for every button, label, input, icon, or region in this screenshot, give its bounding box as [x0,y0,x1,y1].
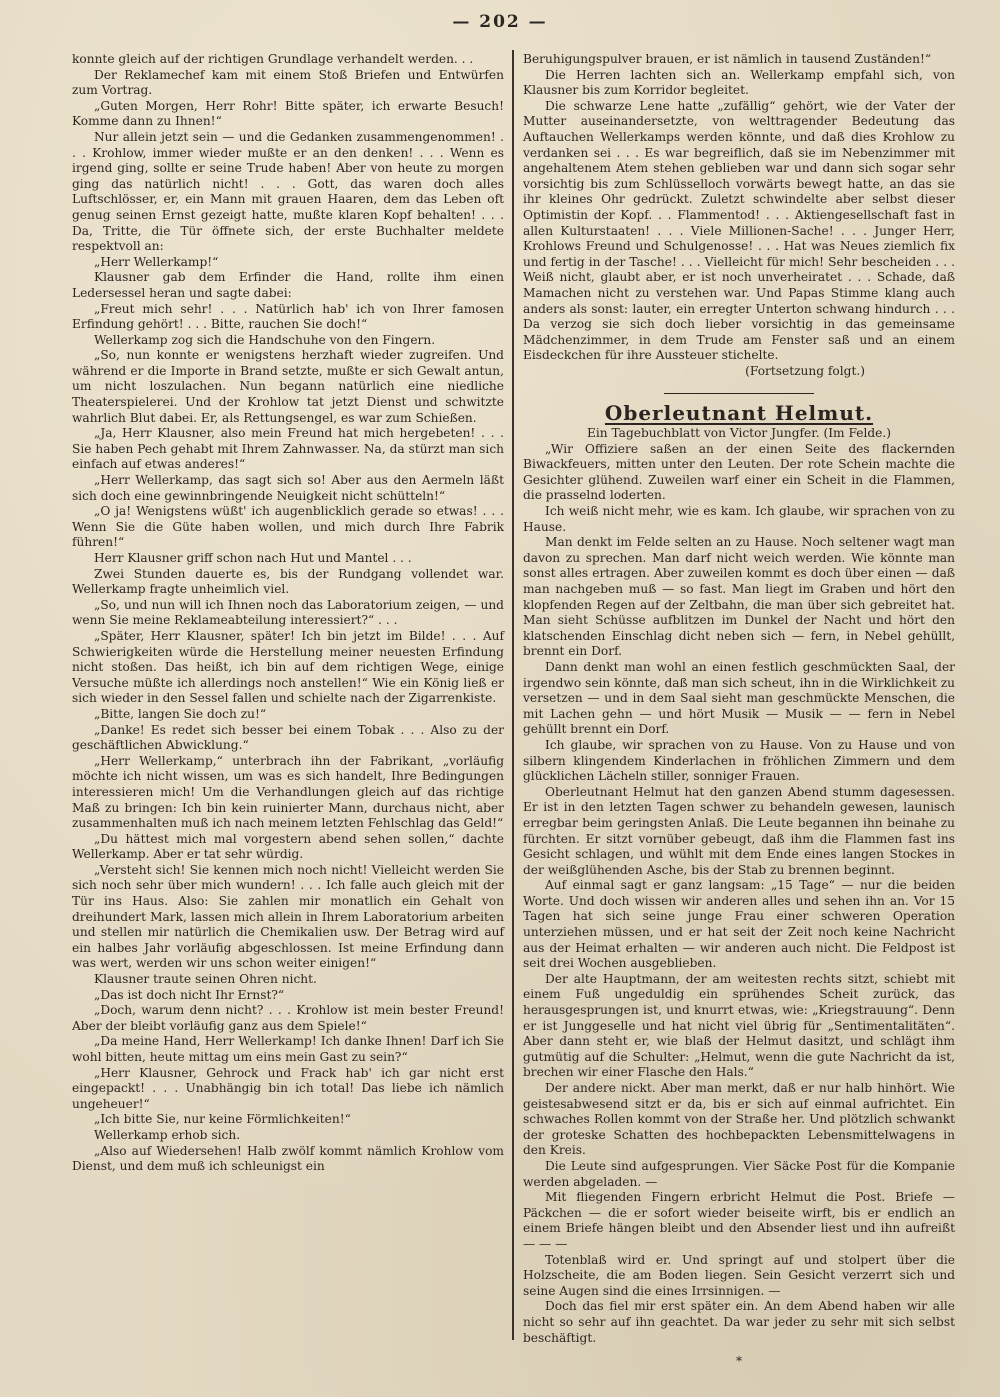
paragraph: Ich weiß nicht mehr, wie es kam. Ich glaube, wir sprachen von zu Hause. [523,504,955,534]
right-column [523,52,955,1370]
paragraph: „Herr Klausner, Gehrock und Frack hab' ich gar nicht erst eingepackt! . . . Unabhängig bin ich total! Das liebe ich nämlich ungeheuer!“ [72,1065,504,1111]
paragraph: Doch das fiel mir erst später ein. An dem Abend haben wir alle nicht so sehr auf ihn geachtet. Da war jeder zu sehr mit sich selbst beschäftigt. [523,1299,955,1345]
page-number: — 202 — [452,12,548,32]
paragraph: „Also auf Wiedersehen! Halb zwölf kommt nämlich Krohlow vom Dienst, und dem muß ich schleunigst ein [72,1143,504,1174]
paragraph: konnte gleich auf der richtigen Grundlage verhandelt werden. . . [72,52,474,66]
paragraph: „Später, Herr Klausner, später! Ich bin jetzt im Bilde! . . . Auf Schwierigkeiten würde die Herstellung meiner neuesten Erfindung nicht stoßen. Das heißt, ich bin auf dem richtigen Wege, einige Versuche müßte ich allerdings noch anstellen!“ Wie ein König ließ er sich wieder in den Sessel fallen und schielte nach der Zigarrenkiste. [72,628,504,706]
paragraph: „Freut mich sehr! . . . Natürlich hab' ich von Ihrer famosen Erfindung gehört! . . . Bitte, rauchen Sie doch!“ [72,301,504,332]
paragraph: Auf einmal sagt er ganz langsam: „15 Tage“ — nur die beiden Worte. Und doch wissen wir anderen alles und sehen ihn an. Vor 15 Tagen hat sich seine junge Frau einer schweren Operation unterziehen müssen, und er hat seit der Zeit noch keine Nachricht aus der Heimat erhalten — wir anderen auch nicht. Die Feldpost ist seit drei Wochen ausgeblieben. [523,878,955,971]
paragraph: Der andere nickt. Aber man merkt, daß er nur halb hinhört. Wie geistesabwesend sitzt er da, bis er sich auf einmal aufrichtet. Ein schwaches Rollen kommt von der Straße her. Und plötzlich schwankt der groteske Schatten des hochbepackten Lebensmittelwagens in den Kreis. [523,1081,955,1158]
paragraph: „Versteht sich! Sie kennen mich noch nicht! Vielleicht werden Sie sich noch sehr über mich wundern! . . . Ich falle auch gleich mit der Tür ins Haus. Also: Sie zahlen mir monatlich ein Gehalt von dreihundert Mark, lassen mich allein in Ihrem Laboratorium arbeiten und stellen mir natürlich die Chemikalien usw. Der Betrag wird auf ein halbes Jahr vorläufig abgeschlossen. Ist meine Erfindung dann was wert, werden wir uns schon weiter einigen!“ [72,862,504,971]
paragraph: „So, nun konnte er wenigstens herzhaft wieder zugreifen. Und während er die Importe in Brand setzte, mußte er sich Gewalt antun, um nicht loszulachen. Nun begann natürlich eine niedliche Theaterspielerei. Und der Krohlow tat jetzt Dienst und schwitzte wahrlich Blut dabei. Er, als Rettungsengel, es war zum Schießen. [72,348,504,425]
paragraph: „Herr Wellerkamp, das sagt sich so! Aber aus den Aermeln läßt sich doch eine gewinnbringende Neuigkeit nicht schütteln!“ [72,473,504,503]
paragraph: Die Leute sind aufgesprungen. Vier Säcke Post für die Kompanie werden abgeladen. — [523,1158,955,1189]
paragraph: Zwei Stunden dauerte es, bis der Rundgang vollendet war. Wellerkamp fragte unheimlich viel. [72,566,504,597]
paragraph: „Ja, Herr Klausner, also mein Freund hat mich hergebeten! . . . Sie haben Pech gehabt mit Ihrem Zahnwasser. Na, da stürzt man sich einfach auf etwas anderes!“ [72,426,504,472]
left-column [72,52,504,1175]
paragraph: „Da meine Hand, Herr Wellerkamp! Ich danke Ihnen! Darf ich Sie wohl bitten, heute mittag um eins mein Gast zu sein?“ [72,1034,504,1064]
article-separator [664,393,814,394]
end-mark: * [735,1354,743,1369]
paragraph: „So, und nun will ich Ihnen noch das Laboratorium zeigen, — und wenn Sie meine Reklameabteilung interessiert?“ . . . [72,597,504,628]
paragraph: Klausner traute seinen Ohren nicht. [94,972,317,987]
paragraph: Oberleutnant Helmut hat den ganzen Abend stumm dagesessen. Er ist in den letzten Tagen schwer zu behandeln gewesen, launisch erregbar beim geringsten Anlaß. Die Leute begannen ihn beinahe zu fürchten. Er sitzt vornüber gebeugt, daß ihm die Flammen fast ins Gesicht schlagen, und wühlt mit dem Ende eines langen Stockes in der weißglühenden Asche, bis der Stab zu brennen beginnt. [523,784,955,877]
paragraph: „Wir Offiziere saßen an der einen Seite des flackernden Biwackfeuers, mitten unter den Leuten. Der rote Schein machte die Gesichter glühend. Zuweilen warf einer ein Scheit in die Flammen, die prasselnd loderten. [523,441,955,503]
paragraph: Ich glaube, wir sprachen von zu Hause. Von zu Hause und von silbern klingendem Kinderlachen in fröhlichen Zimmern und dem glücklichen Lächeln stiller, sonniger Frauen. [523,737,955,784]
paragraph: Der alte Hauptmann, der am weitesten rechts sitzt, schiebt mit einem Fuß ungeduldig ein sprühendes Scheit zurück, das herausgesprungen ist, und knurrt etwas, wie: „Kriegstrauung“. Denn er ist Junggeselle und hat nicht viel übrig für „Sentimentalitäten“. Aber dann steht er, wie blaß der Helmut dasitzt, und schlägt ihm gutmütig auf die Schulter: „Helmut, wenn die gute Nachricht da ist, brechen wir einer Flasche den Hals.“ [523,971,955,1080]
paragraph: Dann denkt man wohl an einen festlich geschmückten Saal, der irgendwo sein könnte, daß man sich scheut, ihn in die Wirklichkeit zu versetzen — und in dem Saal sieht man geschmückte Menschen, die mit Lachen gehn — und hört Musik — Musik — — fern in Nebel gehüllt brennt ein Dorf. [523,659,955,737]
paragraph: Nur allein jetzt sein — und die Gedanken zusammengenommen! . . . Krohlow, immer wieder mußte er an den denken! . . . Wenn es irgend ging, sollte er seine Trude haben! Aber von heute zu morgen ging das natürlich nicht! . . . Gott, das waren doch alles Luftschlösser, er, ein Mann mit grauen Haaren, dem das Leben oft genug seinen Ernst gezeigt hatte, mußte klaren Kopf behalten! . . . Da, Tritte, die Tür öffnete sich, der erste Buchhalter meldete respektvoll an: [72,129,504,254]
paragraph: „Du hättest mich mal vorgestern abend sehen sollen,“ dachte Wellerkamp. Aber er tat sehr würdig. [72,831,504,862]
paragraph: Mit fliegenden Fingern erbricht Helmut die Post. Briefe — Päckchen — die er sofort wieder beiseite wirft, bis er endlich an einem Briefe hängen bleibt und den Absender liest und ihn aufreißt — — — [523,1190,955,1251]
paragraph: „Guten Morgen, Herr Rohr! Bitte später, ich erwarte Besuch! Komme dann zu Ihnen!“ [72,98,504,129]
article-title: Oberleutnant Helmut. [604,401,874,426]
paragraph: „Das ist doch nicht Ihr Ernst?“ [94,987,285,1002]
paragraph: Der Reklamechef kam mit einem Stoß Briefen und Entwürfen zum Vortrag. [72,67,504,98]
paragraph: „Danke! Es redet sich besser bei einem Tobak . . . Also zu der geschäftlichen Abwicklung.“ [72,722,504,753]
paragraph: Klausner gab dem Erfinder die Hand, rollte ihm einen Ledersessel heran und sagte dabei: [72,270,504,300]
paragraph: „O ja! Wenigstens wüßt' ich augenblicklich gerade so etwas! . . . Wenn Sie die Güte haben wollen, und mich durch Ihre Fabrik führen!“ [72,504,504,550]
paragraph: Wellerkamp erhob sich. [94,1127,241,1142]
paragraph: „Bitte, langen Sie doch zu!“ [94,706,267,721]
paragraph: Man denkt im Felde selten an zu Hause. Noch seltener wagt man davon zu sprechen. Man darf nicht weich werden. Wie könnte man sonst alles ertragen. Aber zuweilen kommt es doch über einen — daß man nachgeben muß — so fast. Man liegt im Graben und hört den klopfenden Regen auf der Zeltbahn, die man über sich gebreitet hat. Man sieht Schüsse aufblitzen im Dunkel der Nacht und hört den klatschenden Einschlag dicht neben sich — fern, in Nebel gehüllt, brennt ein Dorf. [523,535,955,659]
paragraph: Beruhigungspulver brauen, er ist nämlich in tausend Zuständen!“ [523,52,932,66]
continuation-note: (Fortsetzung folgt.) [745,363,865,378]
paragraph: Totenblaß wird er. Und springt auf und stolpert über die Holzscheite, die am Boden liegen. Sein Gesicht verzerrt sich und seine Augen sind die eines Irrsinnigen. — [523,1252,955,1298]
paragraph: Die schwarze Lene hatte „zufällig“ gehört, wie der Vater der Mutter auseinandersetzte, von welttragender Bedeutung das Auftauchen Wellerkamps werden könnte, und daß dies Krohlow zu verdanken sei . . . Es war begreiflich, daß sie im Nebenzimmer mit angehaltenem Atem stehen geblieben war und dann sich sogar sehr vorsichtig bis zum Schlüsselloch vorwärts bewegt hatte, an das sie ihr kleines Ohr gedrückt. Zuletzt schwindelte aber selbst dieser Optimistin der Kopf. . . Flammentod! . . . Aktiengesellschaft fast in allen Kulturstaaten! . . . Viele Millionen-Sache! . . . Junger Herr, Krohlows Freund und Schulgenosse! . . . Hat was Neues ziemlich fix und fertig in der Tasche! . . . Vielleicht für mich! Sehr bescheiden . . . Weiß nicht, glaubt aber, er ist noch unverheiratet . . . Schade, daß Mamachen nicht zu verstehen war. Und Papas Stimme klang auch anders als sonst: lauter, ein erregter Unterton schwang hindurch . . . Da verzog sie sich doch lieber vorsichtig in das gemeinsame Mädchenzimmer, in dem Trude am Fenster saß und an einem Eisdeckchen für ihre Aussteuer stichelte. [523,98,955,363]
paragraph: „Herr Wellerkamp,“ unterbrach ihn der Fabrikant, „vorläufig möchte ich nicht wissen, um was es sich handelt, Ihre Bedingungen interessieren mich! Um die Verhandlungen gleich auf das richtige Maß zu bringen: Ich bin kein ruinierter Mann, durchaus nicht, aber zusammenhalten muß ich nach meinem letzten Fehlschlag das Geld!“ [72,753,504,831]
paragraph: „Ich bitte Sie, nur keine Förmlichkeiten!“ [94,1112,351,1127]
paragraph: Die Herren lachten sich an. Wellerkamp empfahl sich, von Klausner bis zum Korridor begleitet. [523,67,955,98]
article-byline: Ein Tagebuchblatt von Victor Jungfer. (Im Felde.) [586,426,892,441]
paragraph: Herr Klausner griff schon nach Hut und Mantel . . . [94,551,412,565]
paragraph: „Doch, warum denn nicht? . . . Krohlow ist mein bester Freund! Aber der bleibt vorläufig ganz aus dem Spiele!“ [72,1003,504,1033]
column-divider [512,50,514,1340]
paragraph: „Herr Wellerkamp!“ [94,254,219,269]
paragraph: Wellerkamp zog sich die Handschuhe von den Fingern. [94,332,436,347]
